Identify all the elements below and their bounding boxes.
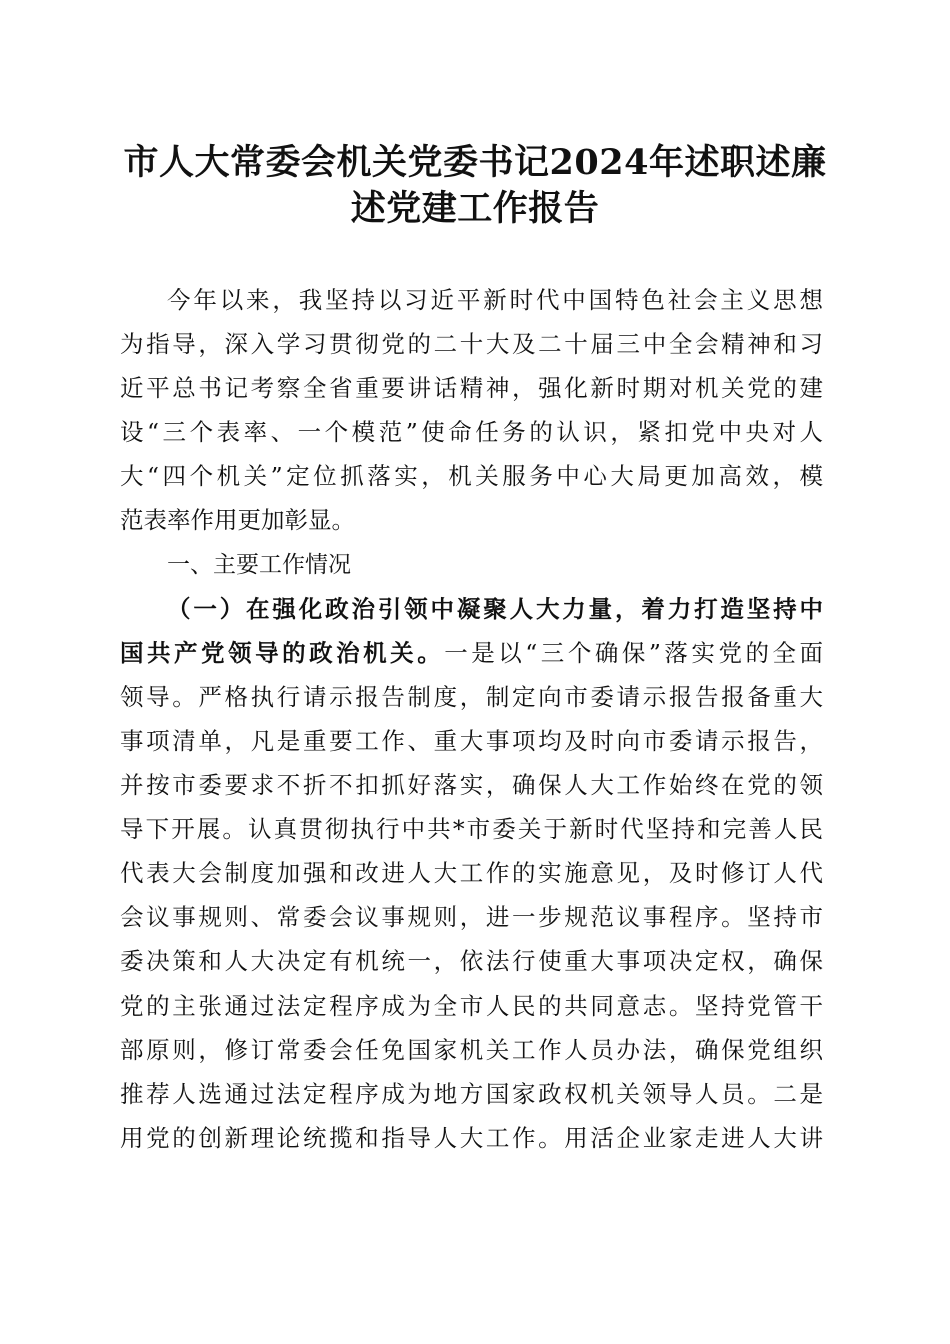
paragraph-line: 大“四个机关”定位抓落实，机关服务中心大局更加高效，模	[120, 462, 823, 491]
paragraph-line-rest: 一是以“三个确保”落实党的全面	[444, 638, 823, 667]
paragraph-line: 为指导，深入学习贯彻党的二十大及二十届三中全会精神和习	[120, 330, 823, 359]
title-line-2: 述党建工作报告	[350, 188, 600, 229]
document-title	[100, 140, 850, 232]
document-body	[120, 278, 823, 1160]
paragraph-line: 事项清单，凡是重要工作、重大事项均及时向市委请示报告，	[120, 726, 823, 755]
paragraph-line: 部原则，修订常委会任免国家机关工作人员办法，确保党组织	[120, 1035, 823, 1064]
subsection-heading-tail: 国共产党领导的政治机关。	[120, 638, 445, 667]
paragraph-subsection-1	[120, 587, 823, 1160]
paragraph-line	[120, 631, 823, 675]
paragraph-line: 今年以来，我坚持以习近平新时代中国特色社会主义思想	[167, 286, 823, 314]
paragraph-line: 代表大会制度加强和改进人大工作的实施意见，及时修订人代	[120, 859, 823, 888]
paragraph-line: 导下开展。认真贯彻执行中共*市委关于新时代坚持和完善人民	[120, 815, 823, 844]
subsection-heading-line: （一）在强化政治引领中凝聚人大力量，着力打造坚持中	[167, 594, 823, 623]
paragraph-line: 范表率作用更加彰显。	[120, 506, 355, 535]
paragraph-line: 推荐人选通过法定程序成为地方国家政权机关领导人员。二是	[120, 1079, 823, 1108]
paragraph-line: 委决策和人大决定有机统一，依法行使重大事项决定权，确保	[120, 947, 823, 976]
paragraph-line: 会议事规则、常委会议事规则，进一步规范议事程序。坚持市	[120, 903, 823, 932]
paragraph-line: 并按市委要求不折不扣抓好落实，确保人大工作始终在党的领	[120, 771, 823, 800]
paragraph-line: 党的主张通过法定程序成为全市人民的共同意志。坚持党管干	[120, 991, 823, 1020]
paragraph-line: 用党的创新理论统揽和指导人大工作。用活企业家走进人大讲	[120, 1123, 823, 1152]
paragraph-intro	[120, 278, 823, 543]
paragraph-line: 设“三个表率、一个模范”使命任务的认识，紧扣党中央对人	[120, 418, 823, 447]
paragraph-line: 近平总书记考察全省重要讲话精神，强化新时期对机关党的建	[120, 374, 823, 403]
section-heading: 一、主要工作情况	[167, 551, 351, 578]
paragraph-line: 领导。严格执行请示报告制度，制定向市委请示报告报备重大	[120, 682, 823, 711]
title-line-1: 市人大常委会机关党委书记2024年述职述廉	[123, 142, 827, 183]
